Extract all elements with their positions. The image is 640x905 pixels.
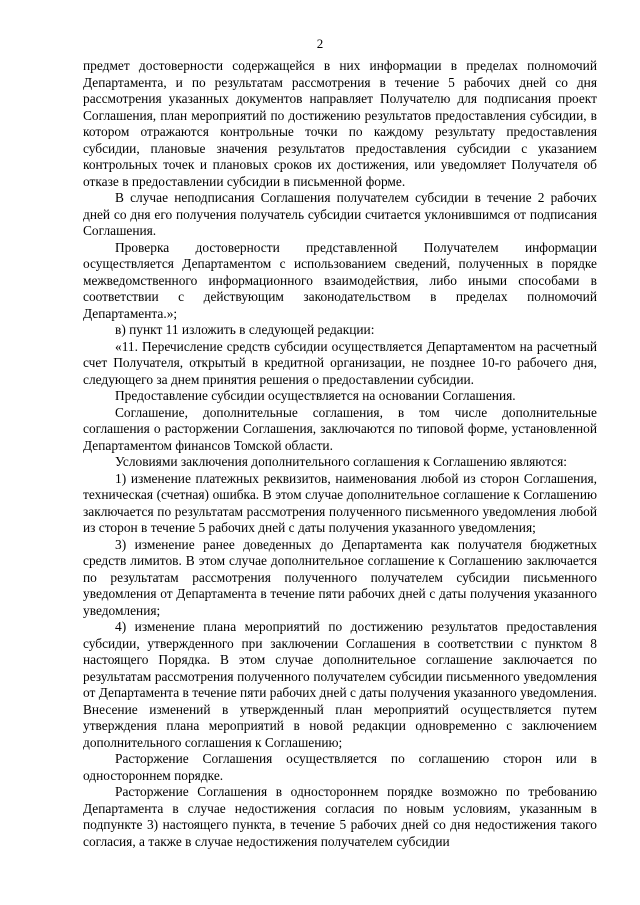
paragraph: Расторжение Соглашения в одностороннем порядке возможно по требованию Департамента в случае недостижения согласия по новым условиям, указанным в подпункте 3) настоящего пункта, в течение 5 рабочих дней со дня недостижения такого согласия, а также в случае недостижения получателем субсидии: [83, 784, 597, 849]
document-body: [83, 58, 597, 850]
paragraph: Соглашение, дополнительные соглашения, в том числе дополнительные соглашения о расторжении Соглашения, заключаются по типовой форме, установленной Департаментом финансов Томской области.: [83, 404, 597, 453]
paragraph: Предоставление субсидии осуществляется на основании Соглашения.: [115, 388, 516, 403]
paragraph: Условиями заключения дополнительного соглашения к Соглашению являются:: [115, 454, 567, 469]
paragraph: предмет достоверности содержащейся в них информации в пределах полномочий Департамента, и по результатам рассмотрения в течение 5 рабочих дней со дня рассмотрения указанных документов направляет Получателю для подписания проект Соглашения, план мероприятий по достижению результатов предоставления субсидии, в котором отражаются контрольные точки по каждому результату предоставления субсидии, плановые значения результатов предоставления субсидии с указанием контрольных точек и плановых сроков их достижения, или уведомляет Получателя об отказе в предоставлении субсидии в письменной форме.: [83, 58, 597, 189]
paragraph: 4) изменение плана мероприятий по достижению результатов предоставления субсидии, утвержденного при заключении Соглашения в соответствии с пунктом 8 настоящего Порядка. В этом случае дополнительное соглашение заключается по результатам рассмотрения полученного получателем субсидии письменного уведомления от Департамента в течение пяти рабочих дней с даты получения указанного уведомления. Внесение изменений в утвержденный план мероприятий осуществляется путем утверждения плана мероприятий в новой редакции одновременно с заключением дополнительного соглашения к Соглашению;: [83, 619, 597, 750]
paragraph: 3) изменение ранее доведенных до Департамента как получателя бюджетных средств лимитов. В этом случае дополнительное соглашение к Соглашению заключается по результатам рассмотрения полученного получателем субсидии письменного уведомления от Департамента в течение пяти рабочих дней с даты получения указанного уведомления;: [83, 536, 597, 618]
paragraph: «11. Перечисление средств субсидии осуществляется Департаментом на расчетный счет Получателя, открытый в кредитной организации, не позднее 10-го рабочего дня, следующего за днем принятия решения о предоставлении субсидии.: [83, 338, 597, 387]
page-number: 2: [316, 36, 324, 51]
paragraph: Расторжение Соглашения осуществляется по соглашению сторон или в одностороннем порядке.: [83, 751, 597, 783]
paragraph: Проверка достоверности представленной Получателем информации осуществляется Департаментом с использованием сведений, полученных в порядке межведомственного информационного взаимодействия, либо иными способами в соответствии с действующим законодательством в пределах полномочий Департамента.»;: [83, 239, 597, 321]
paragraph: 1) изменение платежных реквизитов, наименования любой из сторон Соглашения, техническая (счетная) ошибка. В этом случае дополнительное соглашение к Соглашению заключается по результатам рассмотрения полученного письменного уведомления любой из сторон в течение 5 рабочих дней с даты получения указанного уведомления;: [83, 470, 597, 535]
paragraph: в) пункт 11 изложить в следующей редакции:: [115, 322, 375, 337]
paragraph: В случае неподписания Соглашения получателем субсидии в течение 2 рабочих дней со дня его получения получатель субсидии считается уклонившимся от подписания Соглашения.: [83, 190, 597, 238]
